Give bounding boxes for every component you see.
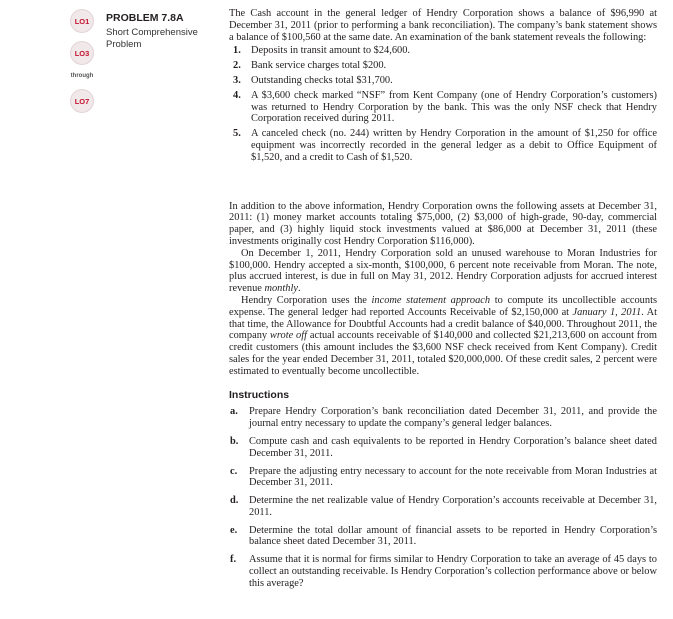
instructions-list (229, 406, 657, 589)
item-text: Deposits in transit amount to $24,600. (251, 45, 411, 57)
list-item (229, 406, 657, 430)
item-text: Assume that it is normal for firms similar to Hendry Corporation to take an average of 45 days to collect an outstanding receivable. Is Hendry Corporation’s collection performance above or below this average? (249, 554, 657, 589)
list-item (229, 554, 657, 589)
intro-paragraph: The Cash account in the general ledger of Hendry Corporation shows a balance of $96,990 at December 31, 2011 (prior to performing a bank reconciliation). The company’s bank statement shows a balance of $100,560 at the same date. An examination of the bank statement reveals the following: (229, 8, 657, 43)
learning-objectives-sidebar (0, 0, 100, 619)
item-letter: a. (230, 406, 238, 418)
item-number: 3. (233, 74, 241, 86)
lo-badge-start: LO1 (70, 9, 94, 33)
list-item (229, 45, 657, 57)
problem-subtitle: Short Comprehensive Problem (106, 27, 198, 50)
item-letter: b. (230, 435, 239, 447)
lo-through-label: through (70, 73, 94, 79)
bank-statement-items (229, 45, 657, 163)
item-number: 4. (233, 89, 241, 101)
item-text: Determine the net realizable value of Hendry Corporation’s accounts receivable at December 31, 2011. (249, 495, 657, 518)
note-receivable-paragraph: On December 1, 2011, Hendry Corporation sold an unused warehouse to Moran Industries for $100,000. Hendry accepted a six-month, $100,000, 6 percent note receivable from Moran. The note, plus accrued interest, is due in full on May 31, 2012. Hendry Corporation adjusts for accrued interest revenue monthly. (229, 247, 657, 295)
item-number: 5. (233, 128, 241, 140)
list-item (229, 128, 657, 163)
item-text: Prepare the adjusting entry necessary to account for the note receivable from Moran Industries at December 31, 2011. (249, 465, 657, 489)
list-item (229, 525, 657, 549)
item-text: A $3,600 check marked “NSF” from Kent Company (one of Hendry Corporation’s customers) was returned to Hendry Corporation by the bank. This was the only NSF check that Hendry Corporation received during 2011. (251, 89, 657, 125)
item-text: Bank service charges total $200. (251, 60, 387, 72)
list-item (229, 75, 657, 87)
item-letter: d. (230, 495, 239, 507)
assets-paragraph: In addition to the above information, Hendry Corporation owns the following assets at December 31, 2011: (1) money market accounts totaling $75,000, (2) $3,000 of high-grade, 90-day, commercial paper, and (3) highly liquid stock investments valued at $86,000 at December 31, 2011 (these investments originally cost Hendry Corporation $116,000). (229, 200, 657, 247)
list-item (229, 436, 657, 460)
item-text: Prepare Hendry Corporation’s bank reconciliation dated December 31, 2011, and provide the journal entry necessary to update the company’s general ledger balances. (249, 406, 657, 430)
problem-body (229, 8, 657, 596)
item-text: A canceled check (no. 244) written by Hendry Corporation in the amount of $1,250 for office equipment was incorrectly recorded in the general ledger as a debit to Office Equipment of $1,520, and a credit to Cash of $1,520. (251, 128, 657, 163)
problem-title: PROBLEM 7.8A (106, 12, 184, 24)
item-number: 1. (233, 45, 241, 57)
item-letter: f. (230, 554, 237, 566)
item-letter: c. (230, 465, 238, 477)
item-text: Outstanding checks total $31,700. (251, 74, 393, 86)
instructions-heading: Instructions (229, 388, 290, 401)
item-letter: e. (230, 524, 238, 536)
list-item (229, 466, 657, 490)
item-number: 2. (233, 60, 241, 72)
item-text: Determine the total dollar amount of financial assets to be reported in Hendry Corporation’s balance sheet dated December 31, 2011. (249, 524, 657, 548)
list-item (229, 90, 657, 125)
receivables-paragraph: Hendry Corporation uses the income statement approach to compute its uncollectible accounts expense. The general ledger had reported Accounts Receivable of $2,150,000 at January 1, 2011. At that time, the Allowance for Doubtful Accounts had a credit balance of $40,000. Throughout 2011, the company wrote off actual accounts receivable of $140,000 and collected $21,213,600 on account from credit customers (this amount includes the $3,600 NSF check received from Kent Company). Credit sales for the year ended December 31, 2011, totaled $20,000,000. Of these credit sales, 2 percent were estimated to eventually become uncollectible. (229, 294, 658, 377)
lo-badge-mid: LO3 (70, 41, 94, 65)
item-text: Compute cash and cash equivalents to be reported in Hendry Corporation’s balance sheet dated December 31, 2011. (249, 435, 657, 459)
lo-badge-end: LO7 (70, 89, 94, 113)
list-item (229, 495, 657, 519)
list-item (229, 60, 657, 72)
